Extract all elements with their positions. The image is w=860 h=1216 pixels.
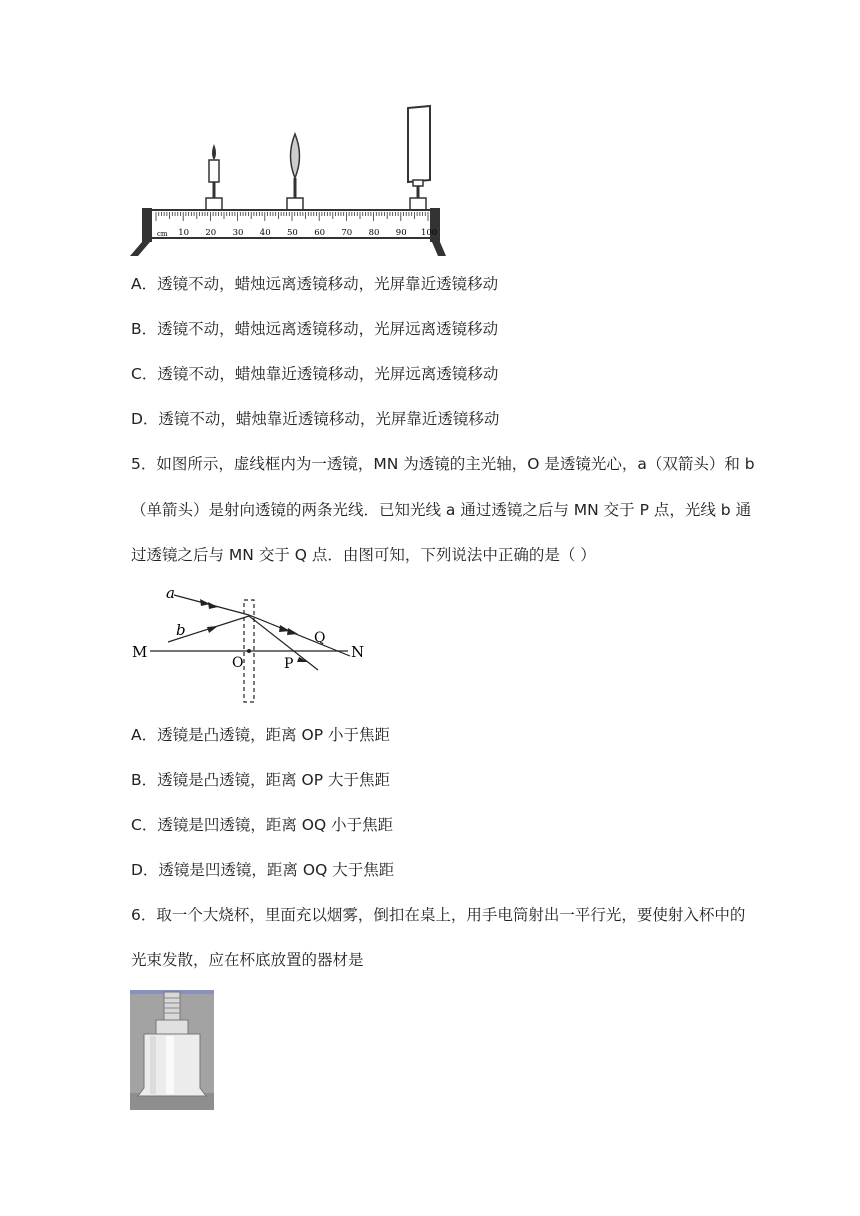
candle-flame: [212, 144, 216, 160]
q6-stem-line-1: 6．取一个大烧杯，里面充以烟雾，倒扣在桌上，用手电筒射出一平行光，要使射入杯中的: [131, 906, 746, 924]
label-P: P: [284, 656, 294, 672]
q4-option-a: A．透镜不动，蜡烛远离透镜移动，光屏靠近透镜移动: [131, 275, 499, 293]
ruler-label: 100: [421, 228, 438, 238]
device-photo: [130, 990, 214, 1110]
ruler-label: 50: [287, 228, 298, 238]
optical-bench-figure: [128, 104, 446, 260]
label-N: N: [351, 643, 365, 661]
candle: [209, 160, 219, 182]
ruler-label: 10: [178, 228, 190, 238]
device-neck: [164, 992, 180, 1022]
ruler-label: 30: [232, 228, 244, 238]
q5-stem-line-3: 过透镜之后与 MN 交于 Q 点．由图可知，下列说法中正确的是（ ）: [131, 546, 596, 564]
ruler-label: 60: [314, 228, 326, 238]
label-a: a: [166, 584, 175, 602]
label-b: b: [176, 621, 186, 639]
optical-center-dot: [247, 649, 251, 653]
lens-ray-diagram: [128, 582, 376, 706]
q4-option-c: C．透镜不动，蜡烛靠近透镜移动，光屏远离透镜移动: [131, 365, 499, 383]
ruler-label: 90: [395, 228, 407, 238]
q5-option-b: B．透镜是凸透镜，距离 OP 大于焦距: [131, 771, 391, 789]
ruler-label: 20: [205, 228, 217, 238]
q4-option-d: D．透镜不动，蜡烛靠近透镜移动，光屏靠近透镜移动: [131, 410, 500, 428]
ruler-label: 40: [259, 228, 271, 238]
q5-option-a: A．透镜是凸透镜，距离 OP 小于焦距: [131, 726, 391, 744]
ruler-label: 80: [368, 228, 380, 238]
convex-lens: [291, 134, 300, 178]
q5-option-c: C．透镜是凹透镜，距离 OQ 小于焦距: [131, 816, 394, 834]
label-M: M: [132, 643, 148, 661]
q5-stem-line-1: 5．如图所示，虚线框内为一透镜，MN 为透镜的主光轴，O 是透镜光心，a（双箭头）和 b: [131, 455, 755, 473]
ruler-label: 70: [341, 228, 353, 238]
q4-option-b: B．透镜不动，蜡烛远离透镜移动，光屏远离透镜移动: [131, 320, 499, 338]
label-Q: Q: [314, 630, 326, 646]
q5-option-d: D．透镜是凹透镜，距离 OQ 大于焦距: [131, 861, 395, 879]
label-O: O: [232, 655, 244, 671]
q6-stem-line-2: 光束发散，应在杯底放置的器材是: [131, 951, 364, 969]
ruler-unit: cm: [157, 230, 168, 238]
q5-stem-line-2: （单箭头）是射向透镜的两条光线．已知光线 a 通过透镜之后与 MN 交于 P 点，光线 b 通: [131, 501, 752, 519]
light-screen: [408, 106, 430, 182]
